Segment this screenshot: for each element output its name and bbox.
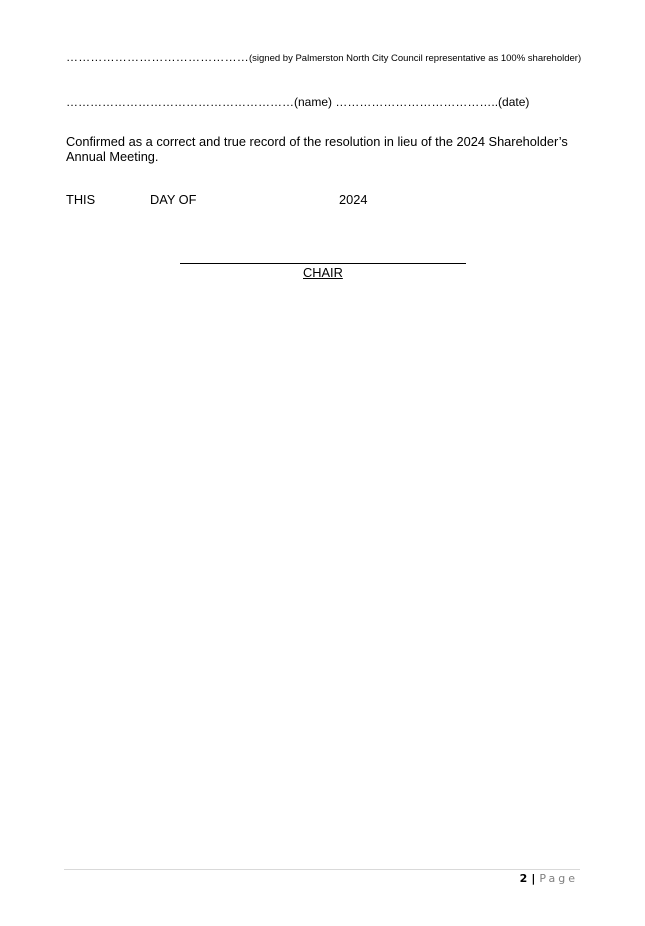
footer-separator: | [531,872,536,885]
year-label: 2024 [339,192,368,207]
confirmation-text: Confirmed as a correct and true record of the resolution in lieu of the 2024 Shareholder’s Annual Meeting. [66,134,568,164]
chair-label: CHAIR [303,265,343,280]
footer-divider [64,869,580,870]
name-label: (name) [294,95,333,109]
page-number: 2 [519,872,528,885]
name-dots: ………………………………………………… [66,95,294,109]
signature-note: (signed by Palmerston North City Council representative as 100% shareholder) [249,53,582,64]
signature-dots: ……………………………………… [66,50,249,64]
date-label: .(date) [494,95,530,109]
chair-signature-rule [180,263,466,264]
page-label: Page [539,872,578,885]
day-of-label: DAY OF [150,192,197,207]
this-label: THIS [66,192,96,207]
signature-line [66,50,581,64]
name-date-line [66,95,529,109]
page-footer [520,872,578,885]
date-dots: …………………………………. [335,95,495,109]
